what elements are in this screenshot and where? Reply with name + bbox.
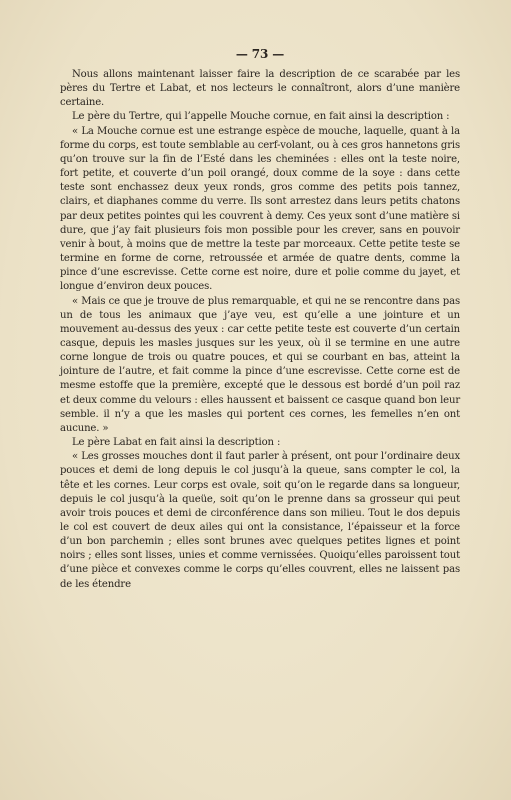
page-number: — 73 — — [235, 47, 285, 61]
text-block — [60, 46, 460, 592]
paragraph: Le père Labat en fait ainsi la description : — [72, 437, 281, 449]
paragraph: « Les grosses mouches dont il faut parler à présent, ont pour l’ordinaire deux pouces et demi de long depuis le col jusqu’à la queue, sans compter le col, la tête et les cornes. Leur corps est ovale, soit qu’on le regarde dans sa longueur, depuis le col jusqu’à la queüe, soit qu’on le prenne dans sa grosseur qui peut avoir trois pouces et demi de circonférence dans son milieu. Tout le dos depuis le col est couvert de deux ailes qui ont la consistance, l’épaisseur et la force d’un bon parchemin ; elles sont brunes avec quelques petites lignes et point noirs ; elles sont lisses, unies et comme vernissées. Quoiqu’elles paroissent tout d’une pièce et convexes comme le corps qu’elles couvrent, elles ne laissent pas de les étendre — [60, 451, 460, 590]
paragraph: Nous allons maintenant laisser faire la description de ce scarabée par les pères du Tertre et Labat, et nos lecteurs le connaîtront, alors d’une manière certaine. — [60, 69, 460, 109]
paragraph: « Mais ce que je trouve de plus remarquable, et qui ne se rencontre dans pas un de tous les animaux que j’aye veu, est qu’elle a une jointure et un mouvement au-dessus des yeux : car cette petite teste est couverte d’un certain casque, depuis les masles jusques sur les yeux, où il se termine en une autre corne longue de trois ou quatre pouces, et qui se courbant en bas, atteint la jointure de l’autre, et fait comme la pince d’une escrevisse. Cette corne est de mesme estoffe que la première, excepté que le dessous est bordé d’un poil raz et deux comme du velours : elles haussent et baissent ce casque quand bon leur semble. il n’y a que les masles qui portent ces cornes, les femelles n’en ont aucune. » — [60, 295, 460, 434]
paragraph: « La Mouche cornue est une estrange espèce de mouche, laquelle, quant à la forme du corps, est toute semblable au cerf-volant, ou à ces gros hannetons gris qu’on trouve sur la fin de l’Esté dans les cheminées : elles ont la teste noire, fort petite, et couverte d’un poil orangé, doux comme de la soye : dans cette teste sont enchassez deux yeux ronds, gros comme des petits pois tannez, clairs, et diaphanes comme du verre. Ils sont arrestez dans leurs petits chatons par deux petites pointes qui les couvrent à demy. Ces yeux sont d’une matière si dure, que j’ay fait plusieurs fois mon possible pour les crever, sans en pouvoir venir à bout, à moins que de mettre la teste par morceaux. Cette petite teste se termine en forme de corne, retroussée et armée de quatre dents, comme la pince d’une escrevisse. Cette corne est noire, dure et polie comme du jayet, et longue d’environ deux pouces. — [60, 125, 460, 293]
paragraph: Le père du Tertre, qui l’appelle Mouche cornue, en fait ainsi la description : — [72, 111, 450, 123]
